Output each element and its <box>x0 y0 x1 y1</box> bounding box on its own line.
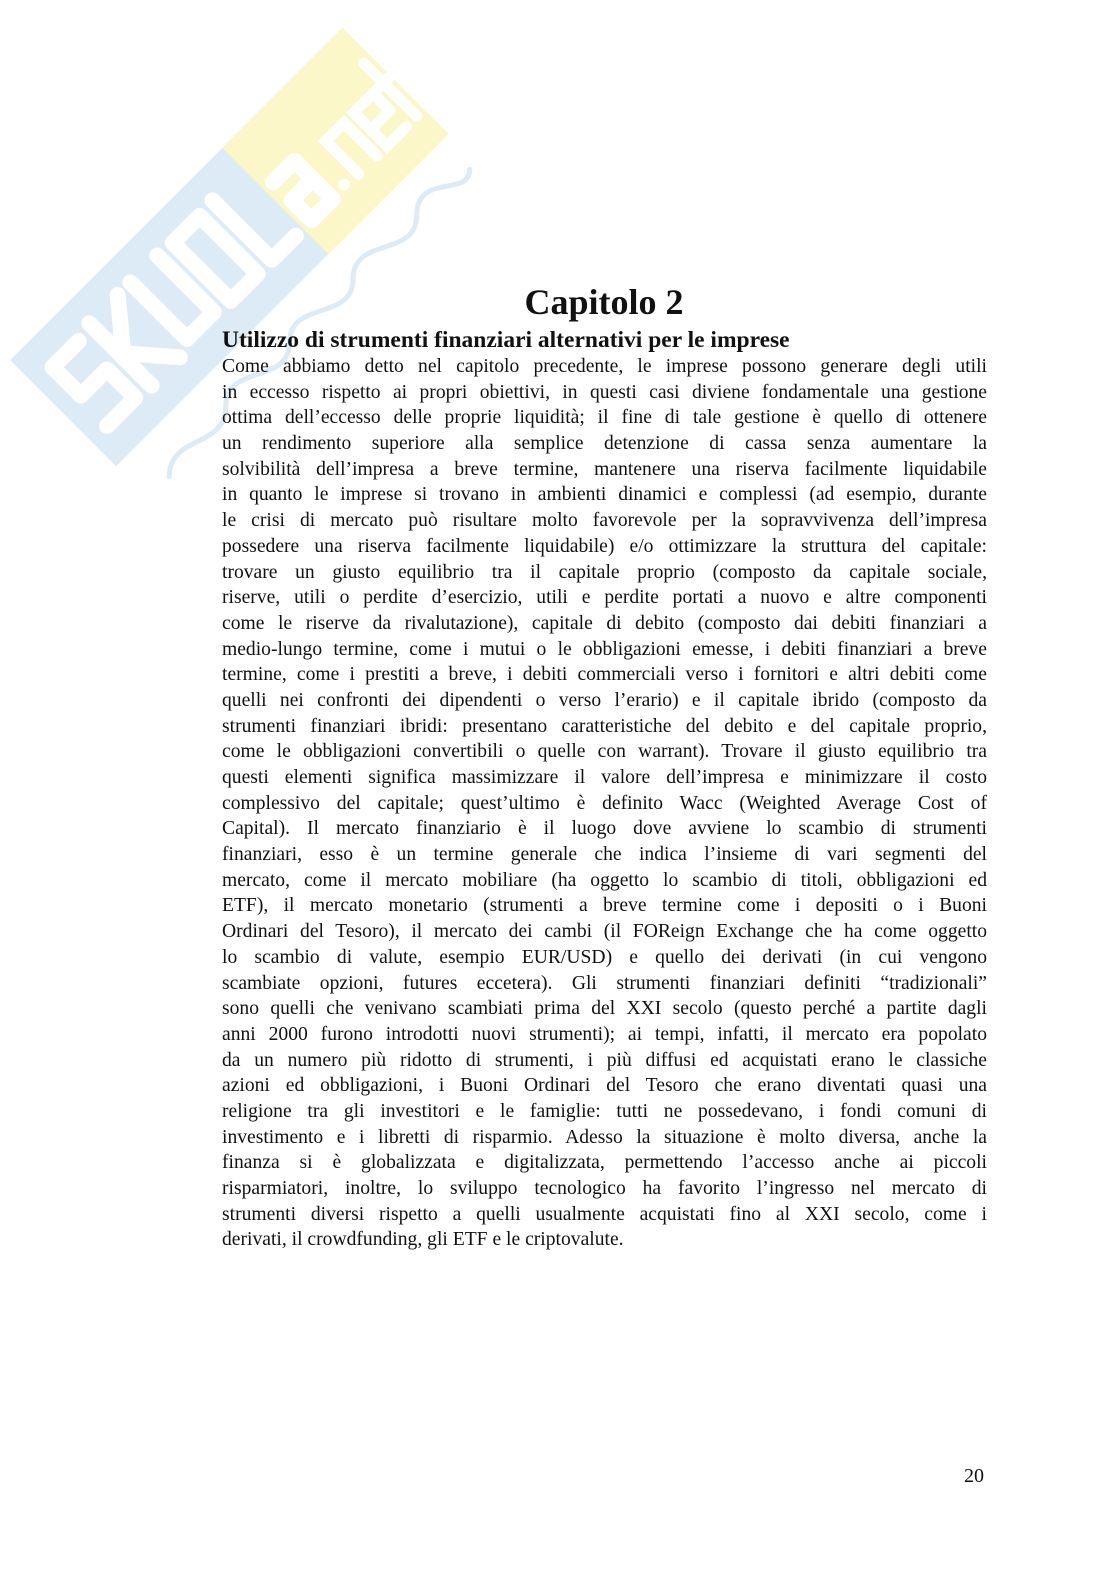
section-title: Utilizzo di strumenti finanziari alternativi per le imprese <box>222 327 790 353</box>
body-line: come le obbligazioni convertibili o quelle con warrant). Trovare il giusto equilibrio tra <box>222 741 987 763</box>
body-line: un rendimento superiore alla semplice detenzione di cassa senza aumentare la <box>222 433 987 455</box>
body-line: ottima dell’eccesso delle proprie liquidità; il fine di tale gestione è quello di ottenere <box>222 407 987 429</box>
body-line: in quanto le imprese si trovano in ambienti dinamici e complessi (ad esempio, durante <box>222 484 987 506</box>
body-line: Capital). Il mercato finanziario è il luogo dove avviene lo scambio di strumenti <box>222 818 987 840</box>
body-line: risparmiatori, inoltre, lo sviluppo tecnologico ha favorito l’ingresso nel mercato di <box>222 1178 987 1199</box>
body-line: lo scambio di valute, esempio EUR/USD) e quello dei derivati (in cui vengono <box>222 946 987 968</box>
body-line: trovare un giusto equilibrio tra il capitale proprio (composto da capitale sociale, <box>222 561 987 583</box>
body-line: questi elementi significa massimizzare il valore dell’impresa e minimizzare il costo <box>222 767 987 788</box>
body-line: scambiate opzioni, futures eccetera). Gli strumenti finanziari definiti “tradizionali” <box>222 972 987 994</box>
body-line: derivati, il crowdfunding, gli ETF e le criptovalute. <box>222 1229 624 1251</box>
body-line: solvibilità dell’impresa a breve termine, mantenere una riserva facilmente liquidabile <box>222 458 987 480</box>
body-line: religione tra gli investitori e le famiglie: tutti ne possedevano, i fondi comuni di <box>222 1100 987 1122</box>
body-line: come le riserve da rivalutazione), capitale di debito (composto dai debiti finanziari a <box>222 612 987 634</box>
body-line: Ordinari del Tesoro), il mercato dei cambi (il FOReign Exchange che ha come oggetto <box>222 921 987 943</box>
body-line: le crisi di mercato può risultare molto favorevole per la sopravvivenza dell’impresa <box>222 510 987 532</box>
body-line: mercato, come il mercato mobiliare (ha oggetto lo scambio di titoli, obbligazioni ed <box>222 869 987 891</box>
body-line: complessivo del capitale; quest’ultimo è definito Wacc (Weighted Average Cost of <box>222 792 987 814</box>
body-text <box>222 354 987 1253</box>
body-line: ETF), il mercato monetario (strumenti a breve termine come i depositi o i Buoni <box>222 895 987 917</box>
body-line: strumenti finanziari ibridi: presentano caratteristiche del debito e del capitale proprio, <box>222 715 987 737</box>
body-line: in eccesso rispetto ai propri obiettivi, in questi casi diviene fondamentale una gestione <box>222 381 987 403</box>
page-number: 20 <box>964 1465 984 1487</box>
body-line: finanziari, esso è un termine generale che indica l’insieme di vari segmenti del <box>222 844 987 866</box>
body-line: medio-lungo termine, come i mutui o le obbligazioni emesse, i debiti finanziari a breve <box>222 638 987 660</box>
body-line: anni 2000 furono introdotti nuovi strumenti); ai tempi, infatti, il mercato era popolato <box>222 1023 987 1045</box>
body-line: riserve, utili o perdite d’esercizio, utili e perdite portati a nuovo e altre componenti <box>222 587 987 609</box>
body-line: possedere una riserva facilmente liquidabile) e/o ottimizzare la struttura del capitale: <box>222 535 987 557</box>
body-line: investimento e i libretti di risparmio. Adesso la situazione è molto diversa, anche la <box>222 1126 987 1148</box>
body-line: da un numero più ridotto di strumenti, i più diffusi ed acquistati erano le classiche <box>222 1049 987 1071</box>
body-line: Come abbiamo detto nel capitolo precedente, le imprese possono generare degli utili <box>222 356 987 377</box>
body-line: finanza si è globalizzata e digitalizzata, permettendo l’accesso anche ai piccoli <box>222 1152 987 1174</box>
body-line: quelli nei confronti dei dipendenti o verso l’erario) e il capitale ibrido (composto da <box>222 689 987 711</box>
body-line: strumenti diversi rispetto a quelli usualmente acquistati fino al XXI secolo, come i <box>222 1203 987 1225</box>
body-line: azioni ed obbligazioni, i Buoni Ordinari del Tesoro che erano diventati quasi una <box>222 1075 987 1097</box>
chapter-title: Capitolo 2 <box>524 282 684 322</box>
body-line: termine, come i prestiti a breve, i debiti commerciali verso i fornitori e altri debiti come <box>222 664 987 686</box>
body-line: sono quelli che venivano scambiati prima del XXI secolo (questo perché a partite dagli <box>222 998 987 1020</box>
